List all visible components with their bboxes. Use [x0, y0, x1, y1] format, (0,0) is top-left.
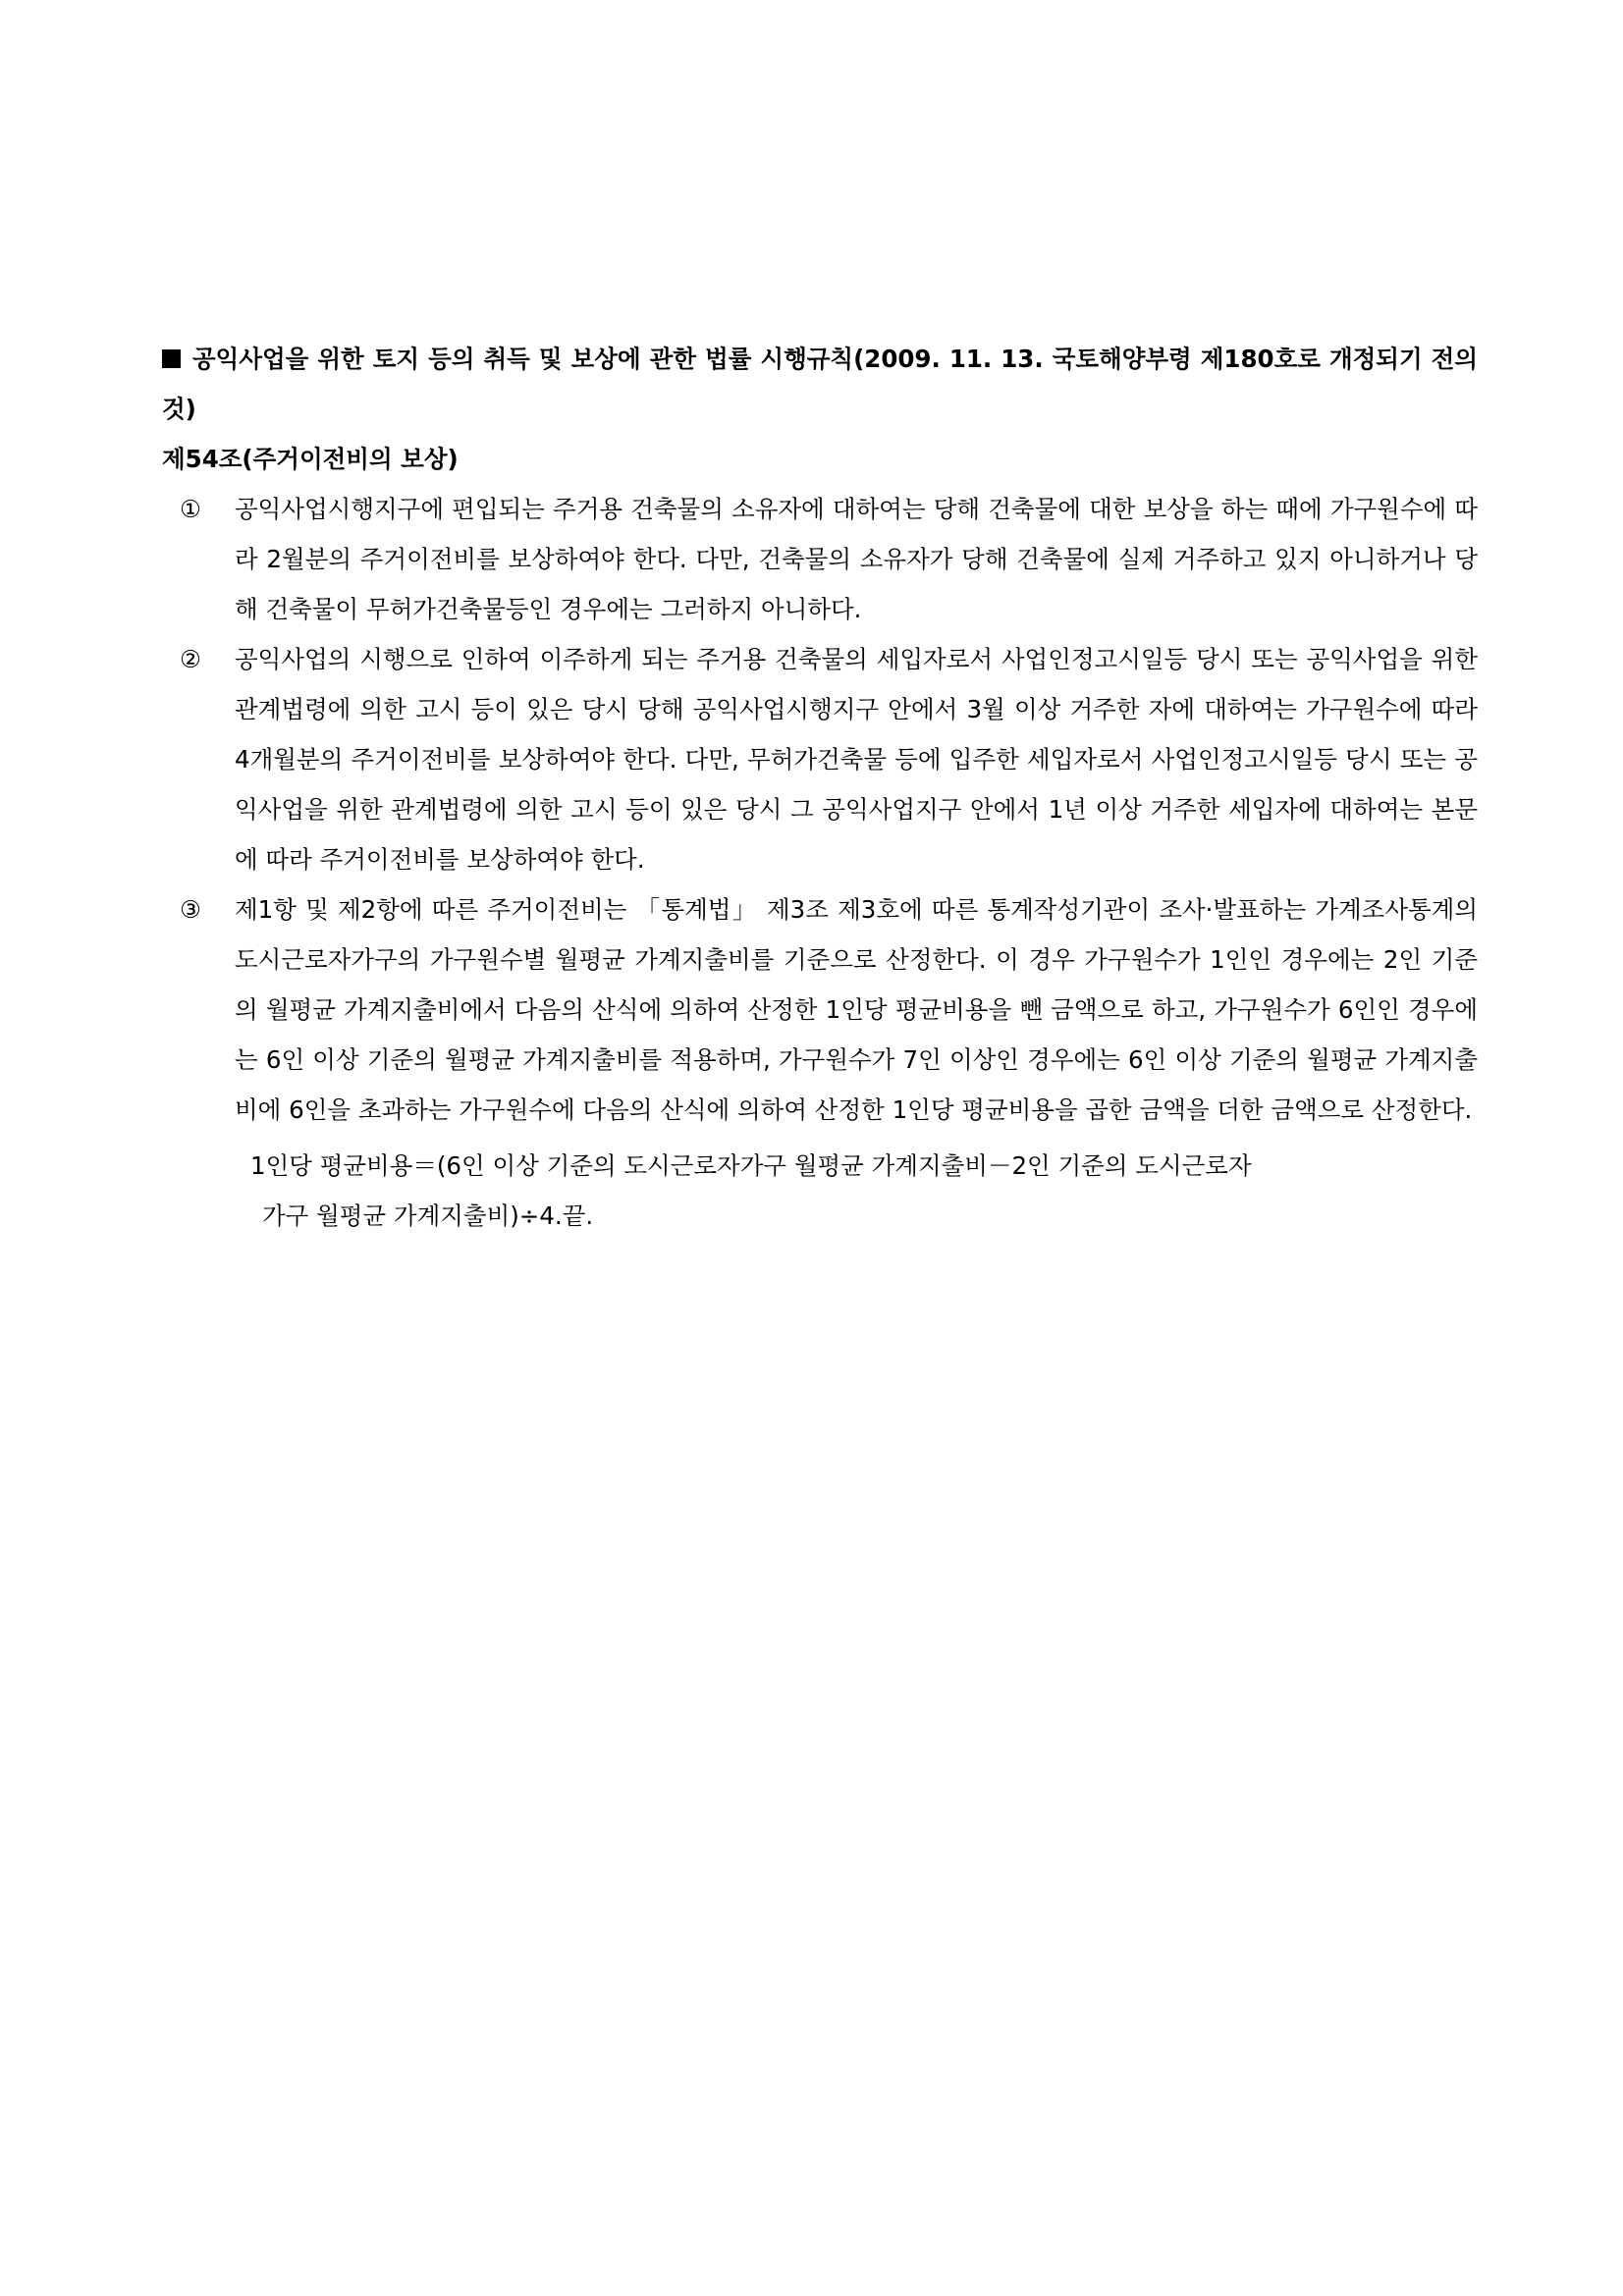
formula-block: [162, 1141, 1478, 1241]
document-page: [162, 334, 1478, 1241]
paragraph-text: 제1항 및 제2항에 따른 주거이전비는 「통계법」 제3조 제3호에 따른 통계작성기관이 조사·발표하는 가계조사통계의 도시근로자가구의 가구원수별 월평균 가계지출비를 기준으로 산정한다. 이 경우 가구원수가 1인인 경우에는 2인 기준의 월평균 가계지출비에서 다음의 산식에 의하여 산정한 1인당 평균비용을 뺀 금액으로 하고, 가구원수가 6인인 경우에는 6인 이상 기준의 월평균 가계지출비를 적용하며, 가구원수가 7인 이상인 경우에는 6인 이상 기준의 월평균 가계지출비에 6인을 초과하는 가구원수에 다음의 산식에 의하여 산정한 1인당 평균비용을 곱한 금액을 더한 금액으로 산정한다.: [235, 895, 1478, 1124]
black-square-icon: [162, 349, 181, 368]
paragraph-2: [162, 634, 1478, 884]
paragraph-number: ①: [180, 495, 201, 523]
paragraph-number: ②: [180, 645, 201, 673]
paragraph-text: 공익사업시행지구에 편입되는 주거용 건축물의 소유자에 대하여는 당해 건축물에 대한 보상을 하는 때에 가구원수에 따라 2월분의 주거이전비를 보상하여야 한다. 다만, 건축물의 소유자가 당해 건축물에 실제 거주하고 있지 아니하거나 당해 건축물이 무허가건축물등인 경우에는 그러하지 아니하다.: [235, 495, 1478, 623]
heading-text: 공익사업을 위한 토지 등의 취득 및 보상에 관한 법률 시행규칙(2009. 11. 13. 국토해양부령 제180호로 개정되기 전의 것): [162, 345, 1478, 423]
paragraph-number: ③: [180, 895, 201, 924]
paragraph-text: 공익사업의 시행으로 인하여 이주하게 되는 주거용 건축물의 세입자로서 사업인정고시일등 당시 또는 공익사업을 위한 관계법령에 의한 고시 등이 있은 당시 당해 공익사업시행지구 안에서 3월 이상 거주한 자에 대하여는 가구원수에 따라 4개월분의 주거이전비를 보상하여야 한다. 다만, 무허가건축물 등에 입주한 세입자로서 사업인정고시일등 당시 또는 공익사업을 위한 관계법령에 의한 고시 등이 있은 당시 그 공익사업지구 안에서 1년 이상 거주한 세입자에 대하여는 본문에 따라 주거이전비를 보상하여야 한다.: [235, 645, 1478, 874]
formula-line-1: 1인당 평균비용＝(6인 이상 기준의 도시근로자가구 월평균 가계지출비－2인 기준의 도시근로자: [250, 1151, 1252, 1180]
paragraph-3: [162, 884, 1478, 1135]
article-title: 제54조(주거이전비의 보상): [162, 445, 459, 473]
document-heading: [162, 334, 1478, 434]
paragraph-1: [162, 484, 1478, 634]
formula-line-2: 가구 월평균 가계지출비)÷4.끝.: [262, 1201, 594, 1230]
